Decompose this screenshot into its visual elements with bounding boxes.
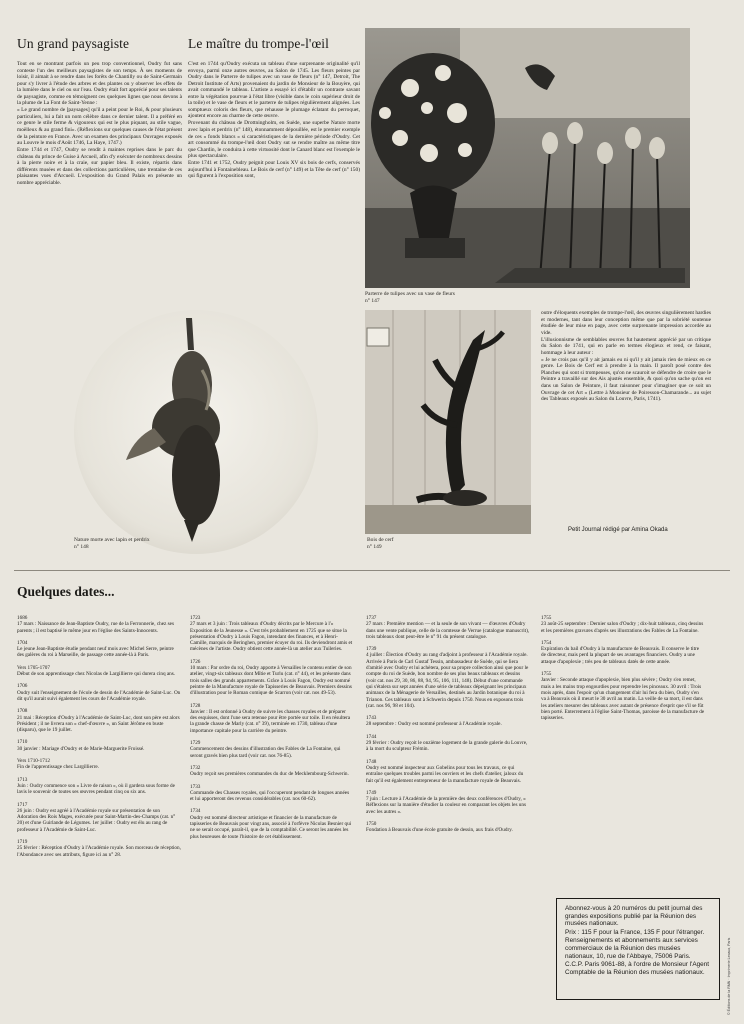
date-text: Expiration du bail d'Oudry à la manufacture de Beauvais. Il conserve le titre de directeur, mais perd la plupart de ses avantages financiers. Oudry a une attaque d'apoplexie ; très peu de tableaux datés de cette année. (541, 646, 700, 665)
date-entry (17, 777, 181, 796)
date-entry (366, 646, 530, 709)
date-year: 1704 (17, 639, 28, 646)
date-text: 25 février : Réception d'Oudry à l'Académie royale. Son morceau de réception, l'Abondance avec ses attributs, figure ici au n° 28. (17, 845, 181, 858)
caption-number: n° 149 (367, 544, 382, 550)
date-year: 1749 (366, 789, 377, 796)
caption-148 (74, 537, 214, 551)
article-grand-paysagiste (17, 36, 182, 187)
date-year: 1729 (190, 740, 201, 747)
date-year: 1755 (541, 671, 552, 678)
date-entry (17, 683, 181, 702)
caption-147 (365, 291, 535, 305)
chronology-column-4 (541, 615, 705, 727)
painting-lapin-perdrix (74, 310, 318, 554)
caption-149 (367, 537, 487, 551)
date-year: 1713 (17, 776, 28, 783)
caption-title: Bois de cerf (367, 537, 394, 543)
date-text: 7 juin : Lecture à l'Académie de la première des deux conférences d'Oudry, « Réflexions sur la manière d'étudier la couleur en comparant les objets les uns avec les autres ». (366, 796, 526, 815)
date-text: Début de son apprentissage chez Nicolas de Largillierre qui durera cinq ans. (17, 671, 176, 678)
tulips-vase-image (365, 28, 690, 288)
date-text: Juin : Oudry commence son « Livre de raison », où il gardera sous forme de lavis le souvenir de toutes ses œuvres pendant cinq ou six ans. (17, 782, 175, 796)
date-year: Vers 1705-1707 (17, 664, 50, 671)
date-entry (190, 615, 354, 653)
date-text: 4 juillet : Élection d'Oudry au rang d'adjoint à professeur à l'Académie royale. Arrivée à Paris de Carl Gustaf Tessin, ambassadeur de Suède, qui se liera d'amitié avec Oudry et lui achètera, pour sa propre collection ainsi que pour le compte du roi de Suède, bon nombre de ses plus beaux tableaux et dessins (voir cat. nos 29, 30, 86, 88, 94, 95, 106, 111, 148). Début d'une commande qui s'étalera sur sept années d'une série de tableaux dépeignant les principaux animaux de la Ménagerie de Versailles, destinés au Jardin botanique du roi à Trianon. Ces tableaux sont à Schwerin depuis 1750. Nous en exposons trois (cat. nos 96, 98 et 104). (366, 652, 529, 709)
date-entry (190, 808, 354, 839)
caption-number: n° 147 (365, 298, 380, 304)
caption-title: Nature morte avec lapin et perdrix (74, 537, 150, 543)
deer-antlers-image (365, 310, 531, 534)
date-text: Janvier : Il est ordonné à Oudry de suivre les chasses royales et de préparer des esquisses, dont l'une sera retenue pour être portée sur toile. Il en résultera la grande chasse de Marly (cat. n° 39), terminée en 1730, tableau d'une importance capitale pour la carrière du peintre. (190, 708, 351, 734)
date-year: 1708 (17, 708, 28, 715)
date-year: 1710 (17, 739, 28, 746)
date-year: 1755 (541, 615, 552, 621)
date-entry (541, 640, 705, 665)
date-year: 1732 (190, 764, 201, 771)
printer-credit: © Éditions de la RMN · Imprimerie Lecaux, Paris (727, 937, 731, 1015)
date-text: 10 mars : Par ordre du roi, Oudry apporte à Versailles le contenu entier de son atelier, vingt-six tableaux dont Mîtie et Turlu (cat. n° 44), et les présente dans trois salles des grands appartements. Grâce à Louis Fagon, Oudry est nommé peintre de la Manufacture royale de Tapisseries de Beauvais. Premiers dessins d'illustration pour le Roman comique de Scarron (voir cat. nos 49-53). (190, 665, 352, 697)
date-year: 1726 (190, 658, 201, 665)
date-text: 27 mars et 3 juin : Trois tableaux d'Oudry décrits par le Mercure à l'« Exposition de la Jeunesse ». C'est très probablement en 1725 que se situe la présentation d'Oudry à Louis Fagon, intendant des finances, et à Henri-Camille, marquis de Beringhen, premier écuyer du roi. Ils deviendront amis et mécènes de l'artiste. Oudry obtient cette année-là un atelier aux Tuileries. (190, 621, 353, 653)
date-entry (17, 640, 181, 659)
date-entry (17, 665, 181, 678)
date-entry (366, 615, 530, 640)
subscription-line: Prix : 115 F pour la France, 135 F pour l'étranger. (565, 928, 705, 936)
article-paragraph: Provenant du château de Drottningholm, en Suède, une superbe Nature morte avec lapin et perdrix (n° 148), étonnamment dépouillée, est le premier exemple de ces « fonds blancs » si caractéristiques de la dernière période d'Oudry. Cet art consommé du trompe-l'œil dont Oudry sut se rendre maître au même titre que Chardin, le conduira à cette virtuosité dont le Canard blanc est l'exemple le plus spectaculaire. (188, 120, 360, 160)
date-entry (190, 784, 354, 803)
date-entry (190, 703, 354, 734)
date-text: Le jeune Jean-Baptiste étudie pendant neuf mois avec Michel Serre, peintre des galères du roi à Marseille, de passage cette année-là à Paris. (17, 646, 174, 659)
date-entry (366, 821, 530, 834)
date-entry (17, 708, 181, 733)
date-text: 29 février : Oudry reçoit le onzième logement de la grande galerie du Louvre, à la mort du sculpteur Frémin. (366, 740, 528, 753)
date-text: Oudry suit l'enseignement de l'école de dessin de l'Académie de Saint-Luc. On dit qu'il aurait suivi également les cours de l'Académie royale. (17, 689, 181, 702)
date-text: 26 juin : Oudry est agréé à l'Académie royale sur présentation de son Adoration des Rois Mages, exécutée pour Saint-Martin-des-Champs (cat. n° 20) et d'une Guirlande de Légumes. 1er juillet : Oudry est élu au rang de professeur à l'Académie de Saint-Luc. (17, 807, 176, 833)
date-text: Oudry reçoit ses premières commandes du duc de Mecklembourg-Schwerin. (190, 771, 349, 778)
date-text: 17 mars : Naissance de Jean-Baptiste Oudry, rue de la Ferronnerie, chez ses parents ; il est baptisé le même jour en l'église des Saints-Innocents. (17, 621, 174, 634)
article-trompe-loeil (188, 36, 360, 180)
date-entry (17, 802, 181, 833)
date-year: 1733 (190, 783, 201, 790)
date-year: 1728 (190, 702, 201, 709)
date-year: 1739 (366, 646, 377, 653)
date-year: 1737 (366, 615, 377, 621)
date-text: Commande des Chasses royales, qui l'occuperont pendant de longues années et lui apporteront des revenus considérables (cat. nos 60-62). (190, 789, 350, 803)
date-entry (190, 740, 354, 759)
caption-title: Parterre de tulipes avec un vase de fleurs (365, 291, 455, 297)
subscription-line: C.C.P. Paris 9061-88, à l'ordre de Monsieur l'Agent Comptable de la Réunion des musées nationaux. (565, 961, 710, 976)
date-entry (366, 715, 530, 728)
date-year: 1717 (17, 801, 28, 808)
date-entry (17, 758, 181, 771)
article-paragraph: L'illusionnisme de semblables œuvres fut hautement apprécié par un critique du Salon de 1741, qui en parle en termes élogieux et rend, ce faisant, hommage à leur auteur : (541, 336, 711, 356)
date-year: 1748 (366, 758, 377, 765)
date-text: Janvier : Seconde attaque d'apoplexie, bien plus sévère ; Oudry s'en remet, mais a les mains trop engourdies pour reprendre les pinceaux. 30 avril : Trois mois après, dans l'espoir qu'un changement d'air lui fera du bien, Oudry s'en va à Beauvais où il meurt le 30 avril au matin. La veille de sa mort, il est dans les ateliers mesurer des tableaux avec autant de présence d'esprit que s'il se fût bien porté. Enterrement à l'église Saint-Thomas, paroisse de la manufacture de tapisseries. (541, 677, 705, 722)
article-continued (541, 310, 711, 403)
date-entry (366, 790, 530, 815)
article-title: Le maître du trompe-l'œil (188, 36, 330, 51)
date-text: 21 mai : Réception d'Oudry à l'Académie de Saint-Luc, dont son père est alors Président ; il ne livrera son « chef-d'œuvre », un Saint Jérôme en buste (disparu), que le 19 juillet. (17, 714, 180, 734)
chronology-column-2 (190, 615, 354, 846)
date-text: Oudry est nommé inspecteur aux Gobelins pour tous les travaux, ce qui entraîne quelques troubles parmi les ouvriers et les chefs d'atelier, jaloux du fait qu'il est également entrepreneur de la manufacture royale de Beauvais. (366, 764, 524, 784)
date-entry (366, 759, 530, 784)
date-year: Vers 1710-1712 (17, 758, 50, 765)
article-title: Un grand paysagiste (17, 36, 130, 51)
article-paragraph: « Je ne crois pas qu'il y ait jamais eu ni qu'il y ait jamais rien de mieux en ce genre. Le Bois de Cerf est à prendre à la main. Il paroît posé contre des Planches qui sont si trompeuses, qu'on ne scauroit se défendre de croire que le Peintre a travaillé sur des Ais ajustés ensemble, & quoi qu'on sache qu'on est dans un Salon de Peinture, il faut raisonner pour s'imaginer que ce soit un Ouvrage de cet Art » (Lettre à Monsieur de Poiresson-Chamarande... au sujet des Tableaux exposés au Salon du Louvre, Paris, 1741). (541, 356, 711, 403)
date-text: Fondation à Beauvais d'une école gratuite de dessin, aux frais d'Oudry. (366, 827, 513, 834)
subscription-box (556, 898, 720, 1000)
date-entry (190, 659, 354, 697)
date-text: Commencement des dessins d'illustration des Fables de La Fontaine, qui seront gravés bien plus tard (voir cat. nos 76-85). (190, 746, 341, 759)
date-text: Oudry est nommé directeur artistique et financier de la manufacture de tapisseries de Beauvais pour vingt ans, associé à l'orfèvre Nicolas Besnier qui ne se serait occupé, paraît-il, que de la comptabilité. Ce seront les années les plus heureuses de toute l'histoire de cet établissement. (190, 814, 352, 840)
date-entry (17, 839, 181, 858)
painting-bois-de-cerf (365, 310, 531, 534)
date-year: 1723 (190, 615, 201, 621)
date-year: 1734 (190, 808, 201, 815)
date-entry (17, 739, 181, 752)
author-signature: Petit Journal rédigé par Amina Okada (568, 527, 668, 533)
article-paragraph: C'est en 1744 qu'Oudry exécuta un tableau d'une surprenante originalité qu'il envoya, parmi onze autres œuvres, au Salon de 1745. Les fleurs peintes par Oudry dans le Parterre de tulipes avec un vase de fleurs (n° 147, Detroit, The Detroit Institute of Arts) provenaient du jardin de Monsieur de la Bouyère, qui avait commandé le tableau. L'artiste a essayé ici d'établir un contraste savant entre la végétation pourvue à l'état libre (visible dans le coin supérieur droit de la toile) et le vase de fleurs et le parterre de tulipes régulièrement alignées. Les somptueux coloris des fleurs, que rehausse le plumage éclatant du perroquet, ajoutent encore au charme de cette œuvre. (188, 61, 360, 120)
article-paragraph: Tout en se montrant parfois un peu trop conventionnel, Oudry fut sans conteste l'un des meilleurs paysagistes de son temps. À ses moments de loisir, il aimait à se rendre dans les forêts de Chantilly ou de Saint-Germain pour s'y livrer à l'étude des arbres et des plantes ou y observer les effets de la lumière dans le ciel ou sur l'eau. Oudry était fort apprécié pour ses talents de paysagiste, comme en témoignent ces quelques lignes que nous devons à la plume de La Font de Saint-Yenne : (17, 61, 182, 107)
subscription-line: Renseignements et abonnements aux services commerciaux de la Réunion des musées nationaux, 10, rue de l'Abbaye, 75006 Paris. (565, 937, 698, 960)
date-text: 23 août-25 septembre : Dernier salon d'Oudry ; dix-huit tableaux, cinq dessins et les premières gravures d'après ses illustrations des Fables de La Fontaine. (541, 621, 704, 634)
article-paragraph: outre d'éloquents exemples de trompe-l'œil, des œuvres singulièrement hardies et modernes, tant dans leur conception même que par la sobriété soutenue étudiée de leur mise en page, avec cette surprenante impression accordée au vide. (541, 310, 711, 336)
date-year: 1706 (17, 683, 28, 690)
caption-number: n° 148 (74, 544, 89, 550)
painting-parterre-tulipes (365, 28, 690, 288)
date-text: 28 septembre : Oudry est nommé professeur à l'Académie royale. (366, 721, 502, 728)
chronology-column-3 (366, 615, 530, 840)
section-divider (14, 570, 730, 571)
chronology-title: Quelques dates... (17, 584, 115, 599)
article-paragraph: « Le grand nombre de [paysages] qu'il a peint pour le Roi, & pour plusieurs particuliers, lui a fait un nom célèbre dans ce dernier talent. Il a préféré en ce genre le stile ferme & vigoureux qui est le plus piquant, au stile vague, moëlleux & au grand fini». (Réflexions sur quelques causes de l'état présent de la peinture en France. Avec un examen des principaux Ouvrages exposés au Louvre le mois d'Août 1746, La Haye, 1747.) (17, 107, 182, 147)
date-entry (541, 671, 705, 721)
date-year: 1719 (17, 839, 28, 846)
subscription-line: Abonnez-vous à 20 numéros du petit journal des grandes expositions publié par la Réunion des musées nationaux. (565, 905, 703, 928)
date-year: 1686 (17, 615, 28, 621)
date-text: 27 mars : Première mention — et la seule de son vivant — d'œuvres d'Oudry dans une vente publique, celle de la comtesse de Verrue (catalogue manuscrit), trois tableaux dont peut-être le n° 91 du présent catalogue. (366, 621, 530, 640)
date-entry (366, 734, 530, 753)
article-paragraph: Entre 1741 et 1752, Oudry peignit pour Louis XV six bois de cerfs, conservés aujourd'hui à Fontainebleau. Le Bois de cerf (n° 149) et la Tête de cerf (n° 150) qui figurent à l'exposition sont, (188, 160, 360, 180)
date-year: 1743 (366, 715, 377, 722)
article-paragraph: Entre 1744 et 1747, Oudry se rendit à maintes reprises dans le parc du château du prince de Guise à Arcueil, afin d'y exécuter de nombreux dessins à la pierre noire et à la craie, sur papier bleu. Il existe, répartis dans différents musées et dans des collections particulières, une trentaine de ces plaisantes vues d'Arcueil. L'exposition du Grand Palais en présente un nombre appréciable. (17, 147, 182, 186)
date-entry (541, 615, 705, 634)
date-text: 30 janvier : Mariage d'Oudry et de Marie-Marguerite Froissé. (17, 745, 145, 752)
date-year: 1750 (366, 821, 377, 828)
date-entry (17, 615, 181, 634)
chronology-column-1 (17, 615, 181, 864)
rabbit-partridge-image (74, 310, 318, 554)
date-year: 1754 (541, 639, 552, 646)
date-year: 1744 (366, 733, 377, 740)
date-text: Fin de l'apprentissage chez Largillierre. (17, 764, 99, 771)
date-entry (190, 765, 354, 778)
